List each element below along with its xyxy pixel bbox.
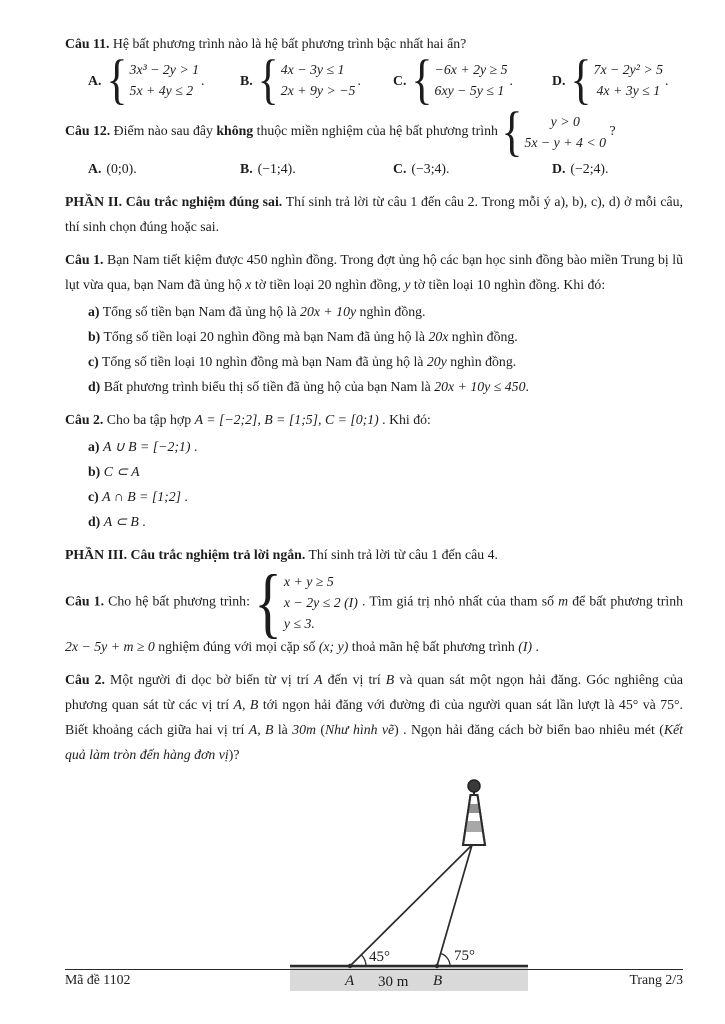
- brace-glyph: {: [254, 557, 282, 646]
- option-value: (−2;4).: [570, 161, 609, 176]
- sys-row: 5x + 4y ≤ 2: [129, 83, 194, 98]
- option-label: C.: [393, 161, 407, 176]
- option-11-b: [240, 48, 393, 110]
- exam-code: Mã đề 1102: [65, 972, 131, 987]
- system-p3-q1: [254, 557, 358, 646]
- option-label: B.: [240, 72, 253, 88]
- sys-row: 5x − y + 4 < 0: [524, 135, 607, 150]
- page-footer: [65, 969, 683, 988]
- question-mark: ?: [609, 123, 616, 139]
- part2-heading: PHẦN II. Câu trắc nghiệm đúng sai. Thí sinh trả lời từ câu 1 đến câu 2. Trong mỗi ý a), b), c), d) ở mỗi câu, thí sinh chọn đúng hoặc sai.: [65, 194, 683, 234]
- part2-q1-text: Câu 1. Bạn Nam tiết kiệm được 450 nghìn đồng. Trong đợt ủng hộ các bạn học sinh đồng bào miền Trung bị lũ lụt vừa qua, bạn Nam đã ủng hộ x tờ tiền loại 20 nghìn đồng, y tờ tiền loại 10 nghìn đồng. Khi đó:: [65, 252, 683, 292]
- sys-row: x − 2y ≤ 2 (I): [283, 595, 358, 610]
- option-value: (−1;4).: [257, 161, 296, 176]
- part3-q1-before: Câu 1. Cho hệ bất phương trình:: [65, 593, 255, 609]
- option-value: (−3;4).: [411, 161, 450, 176]
- sys-row: x + y ≥ 5: [283, 574, 334, 589]
- point-a-dot: [348, 964, 352, 968]
- page-number: Trang 2/3: [629, 972, 683, 987]
- brace-glyph: {: [257, 48, 279, 110]
- brace-glyph: {: [570, 48, 592, 110]
- period: .: [357, 72, 361, 88]
- part3-q1-after: . Tìm giá trị nhỏ nhất của tham số m để bất phương trình 2x − 5y + m ≥ 0 nghiệm đúng với mọi cặp số (x; y) thoả mãn hệ bất phương trình (I) .: [65, 593, 683, 654]
- question-12-options: [65, 156, 683, 181]
- option-label: D.: [552, 161, 566, 176]
- part2-q2-text: Câu 2. Cho ba tập hợp A = [−2;2], B = [1;5], C = [0;1) . Khi đó:: [65, 412, 431, 427]
- question-12-runs: Câu 12. Điểm nào sau đây không thuộc miền nghiệm của hệ bất phương trình: [65, 123, 502, 139]
- part3-q1-text: [65, 557, 683, 659]
- sys-row: 3x³ − 2y > 1: [129, 62, 200, 77]
- option-label: B.: [240, 161, 253, 176]
- option-12-d: [552, 156, 608, 181]
- point-b-dot: [435, 964, 439, 968]
- system-11-a: [106, 48, 205, 110]
- brace-glyph: {: [411, 48, 433, 110]
- sys-row: 6xy − 5y ≤ 1: [434, 83, 505, 98]
- lighthouse-figure: [290, 775, 528, 993]
- system-11-c: [411, 48, 513, 110]
- part2-q2-item-c: c) A ∩ B = [1;2] .: [88, 489, 188, 504]
- sys-row: 2x + 9y > −5: [280, 83, 356, 98]
- angle-b-label: 75°: [454, 948, 475, 964]
- part2-q1-item-b: b) Tổng số tiền loại 20 nghìn đồng mà bạn Nam đã ủng hộ là 20x nghìn đồng.: [88, 329, 518, 344]
- option-value: (0;0).: [106, 161, 137, 176]
- system-12: [501, 100, 607, 162]
- question-11-text: Câu 11. Hệ bất phương trình nào là hệ bất phương trình bậc nhất hai ẩn?: [65, 36, 467, 51]
- point-a-label: A: [345, 973, 355, 989]
- option-label: C.: [393, 72, 407, 88]
- option-12-a: [88, 156, 240, 181]
- part3-q2-text: Câu 2. Một người đi dọc bờ biển từ vị trí A đến vị trí B và quan sát một ngọn hải đăng. Góc nghiêng của phương quan sát từ các vị trí A, B tới ngọn hải đăng với đường đi của người quan sát lần lượt là 45° và 75°. Biết khoảng cách giữa hai vị trí A, B là 30m (Như hình vẽ) . Ngọn hải đăng cách bờ biển bao nhiêu mét (Kết quả làm tròn đến hàng đơn vị)?: [65, 672, 683, 762]
- part2-q2-item-a: a) A ∪ B = [−2;1) .: [88, 439, 198, 454]
- lighthouse-diagram: [290, 775, 528, 993]
- part2-q2-item-d: d) A ⊂ B .: [88, 514, 146, 529]
- brace-glyph: {: [106, 48, 128, 110]
- option-11-d: [552, 48, 669, 110]
- option-label: A.: [88, 72, 102, 88]
- period: .: [665, 72, 669, 88]
- tower-stripe: [460, 804, 488, 813]
- exam-content: [65, 31, 683, 993]
- brace-glyph: {: [501, 100, 523, 162]
- lighthouse-lamp: [468, 780, 480, 792]
- option-label: A.: [88, 161, 102, 176]
- option-12-c: [393, 156, 552, 181]
- part2-q1-item-d: d) Bất phương trình biểu thị số tiền đã ủng hộ của bạn Nam là 20x + 10y ≤ 450.: [88, 379, 529, 394]
- sys-row: 7x − 2y² > 5: [593, 62, 664, 77]
- part2-q2-item-b: b) C ⊂ A: [88, 464, 140, 479]
- sys-row: −6x + 2y ≥ 5: [434, 62, 508, 77]
- option-11-c: [393, 48, 552, 110]
- part3-heading: PHẦN III. Câu trắc nghiệm trả lời ngắn. Thí sinh trả lời từ câu 1 đến câu 4.: [65, 547, 498, 562]
- angle-arc-b: [441, 954, 450, 967]
- sys-row: y ≤ 3.: [283, 616, 315, 631]
- angle-arc-a: [361, 955, 366, 966]
- distance-label: 30 m: [378, 974, 409, 990]
- period: .: [201, 72, 205, 88]
- question-11-options: [65, 48, 683, 110]
- system-11-b: [257, 48, 361, 110]
- sys-row: y > 0: [550, 114, 580, 129]
- point-b-label: B: [433, 973, 443, 989]
- option-label: D.: [552, 72, 566, 88]
- option-11-a: [88, 48, 240, 110]
- system-11-d: [570, 48, 669, 110]
- part2-q1-item-c: c) Tổng số tiền loại 10 nghìn đồng mà bạn Nam đã ủng hộ là 20y nghìn đồng.: [88, 354, 517, 369]
- question-12-text: [65, 100, 683, 162]
- angle-a-label: 45°: [369, 949, 390, 965]
- option-12-b: [240, 156, 393, 181]
- sys-row: 4x + 3y ≤ 1: [596, 83, 661, 98]
- part2-q1-item-a: a) Tổng số tiền bạn Nam đã ủng hộ là 20x + 10y nghìn đồng.: [88, 304, 426, 319]
- period: .: [509, 72, 513, 88]
- sys-row: 4x − 3y ≤ 1: [280, 62, 345, 77]
